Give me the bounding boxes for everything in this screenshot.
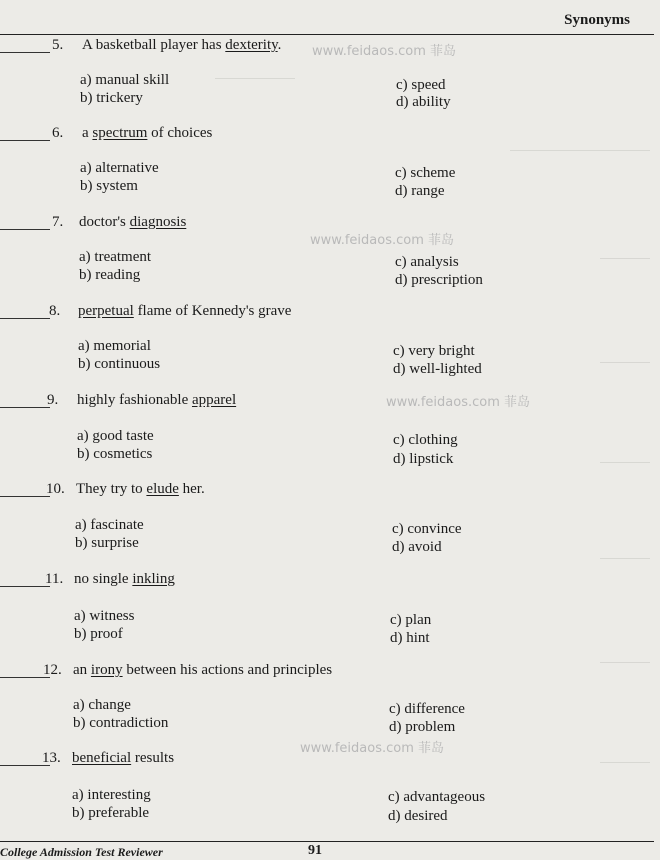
option-a[interactable]: a) treatment — [79, 249, 152, 265]
option-c[interactable]: c) convince — [392, 521, 462, 537]
question-number: 12. — [43, 662, 62, 678]
watermark-text: www.feidaos.com 菲岛 — [310, 233, 454, 248]
question-stem: A basketball player has dexterity. — [82, 37, 282, 53]
option-b[interactable]: b) cosmetics — [77, 446, 153, 462]
answer-blank[interactable] — [0, 496, 50, 497]
question-stem: beneficial results — [72, 750, 175, 766]
option-c[interactable]: c) scheme — [395, 165, 456, 181]
option-b[interactable]: b) contradiction — [73, 715, 169, 731]
option-a[interactable]: a) memorial — [78, 338, 151, 354]
option-a[interactable]: a) witness — [74, 608, 135, 624]
option-a[interactable]: a) fascinate — [75, 517, 144, 533]
question-number: 8. — [49, 303, 61, 319]
target-word: inkling — [132, 571, 175, 587]
question-number: 13. — [42, 750, 61, 766]
option-d[interactable]: d) lipstick — [393, 451, 454, 467]
question-number: 5. — [52, 37, 64, 53]
question-stem: doctor's diagnosis — [79, 214, 187, 230]
option-b[interactable]: b) system — [80, 178, 138, 194]
option-d[interactable]: d) ability — [396, 94, 451, 110]
option-b[interactable]: b) surprise — [75, 535, 139, 551]
option-c[interactable]: c) advantageous — [388, 789, 486, 805]
option-d[interactable]: d) range — [395, 183, 445, 199]
option-d[interactable]: d) prescription — [395, 272, 483, 288]
answer-blank[interactable] — [0, 318, 50, 319]
answer-blank[interactable] — [0, 140, 50, 141]
option-d[interactable]: d) avoid — [392, 539, 442, 555]
footer-book-title: College Admission Test Reviewer — [0, 845, 163, 859]
target-word: beneficial — [72, 750, 132, 766]
option-c[interactable]: c) analysis — [395, 254, 459, 270]
option-d[interactable]: d) hint — [390, 630, 430, 646]
option-a[interactable]: a) interesting — [72, 787, 151, 803]
question-number: 7. — [52, 214, 64, 230]
option-a[interactable]: a) alternative — [80, 160, 159, 176]
option-a[interactable]: a) manual skill — [80, 72, 170, 88]
option-a[interactable]: a) good taste — [77, 428, 154, 444]
option-c[interactable]: c) plan — [390, 612, 432, 628]
question-stem: highly fashionable apparel — [77, 392, 237, 408]
option-d[interactable]: d) well-lighted — [393, 361, 482, 377]
question-number: 9. — [47, 392, 59, 408]
target-word: irony — [90, 662, 123, 678]
answer-blank[interactable] — [0, 229, 50, 230]
option-b[interactable]: b) trickery — [80, 90, 143, 106]
target-word: elude — [146, 481, 179, 497]
question-stem: a spectrum of choices — [82, 125, 213, 141]
header-rule — [0, 34, 654, 35]
footer-rule — [0, 841, 654, 842]
question-number: 11. — [45, 571, 64, 587]
target-word: dexterity — [225, 37, 278, 53]
option-c[interactable]: c) speed — [396, 77, 446, 93]
watermark-text: www.feidaos.com 菲岛 — [386, 395, 530, 410]
answer-blank[interactable] — [0, 407, 50, 408]
watermark-text: www.feidaos.com 菲岛 — [300, 741, 444, 756]
question-stem: no single inkling — [74, 571, 175, 587]
target-word: spectrum — [92, 125, 148, 141]
page-title: Synonyms — [564, 12, 630, 28]
question-number: 6. — [52, 125, 64, 141]
question-number: 10. — [46, 481, 65, 497]
option-d[interactable]: d) problem — [389, 719, 456, 735]
option-b[interactable]: b) proof — [74, 626, 123, 642]
question-stem: They try to elude her. — [76, 481, 205, 497]
option-b[interactable]: b) preferable — [72, 805, 150, 821]
question-stem: perpetual flame of Kennedy's grave — [78, 303, 292, 319]
option-b[interactable]: b) continuous — [78, 356, 161, 372]
answer-blank[interactable] — [0, 586, 50, 587]
target-word: apparel — [191, 392, 237, 408]
option-d[interactable]: d) desired — [388, 808, 448, 824]
target-word: perpetual — [78, 303, 134, 319]
option-b[interactable]: b) reading — [79, 267, 141, 283]
target-word: diagnosis — [129, 214, 187, 230]
option-c[interactable]: c) clothing — [393, 432, 458, 448]
page-number: 91 — [308, 843, 322, 858]
option-a[interactable]: a) change — [73, 697, 131, 713]
option-c[interactable]: c) difference — [389, 701, 465, 717]
answer-blank[interactable] — [0, 52, 50, 53]
watermark-text: www.feidaos.com 菲岛 — [312, 44, 456, 59]
question-stem: an irony between his actions and principles — [73, 662, 333, 678]
option-c[interactable]: c) very bright — [393, 343, 475, 359]
